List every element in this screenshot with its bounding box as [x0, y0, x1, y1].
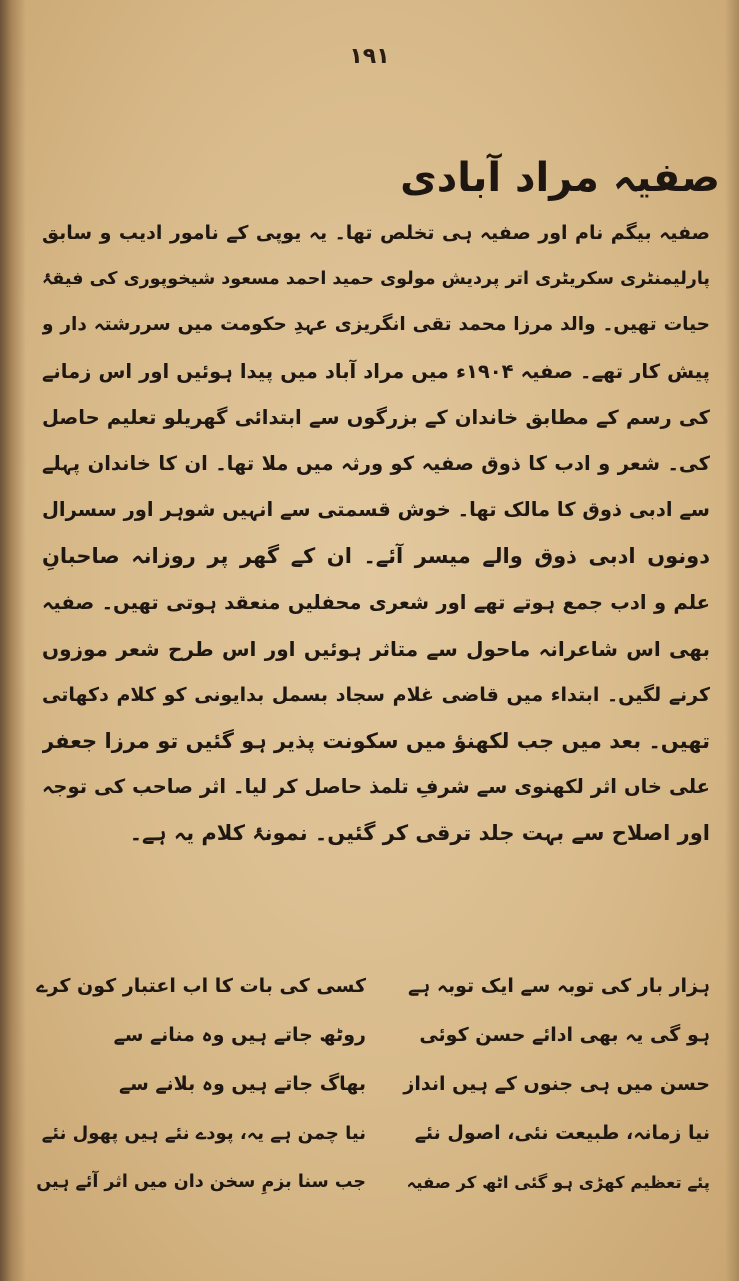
chapter-title: صفیہ مراد آبادی — [400, 155, 720, 201]
verse-line: ہزار بار کی توبہ سے ایک توبہ ہے — [408, 975, 710, 997]
verse-line: نیا چمن ہے یہ، پودے نئے ہیں پھول نئے — [41, 1123, 366, 1144]
paragraph-line: علی خاں اثر لکھنوی سے شرفِ تلمذ حاصل کر لیا۔ اثر صاحب کی توجہ — [42, 775, 710, 799]
paragraph-line: دونوں ادبی ذوق والے میسر آئے۔ ان کے گھر پر روزانہ صاحبانِ — [42, 544, 710, 569]
page-number: ۱۹۱ — [349, 44, 390, 69]
verse-line: پئے تعظیم کھڑی ہو گئی اٹھ کر صفیہ — [406, 1173, 710, 1192]
verse-line: بھاگ جاتے ہیں وہ بلانے سے — [118, 1073, 366, 1095]
paragraph-line: کی رسم کے مطابق خاندان کے بزرگوں سے ابتدائی گھریلو تعلیم حاصل — [42, 405, 710, 429]
paragraph-line: پیش کار تھے۔ صفیہ ۱۹۰۴ء میں مراد آباد میں پیدا ہوئیں اور اس زمانے — [42, 359, 710, 383]
paragraph-line: تھیں۔ بعد میں جب لکھنؤ میں سکونت پذیر ہو گئیں تو مرزا جعفر — [42, 729, 710, 754]
couplets-left-column — [36, 962, 366, 1207]
paragraph-line: سے ادبی ذوق کا مالک تھا۔ خوش قسمتی سے انہیں شوہر اور سسرال — [42, 498, 710, 522]
paragraph-line: اور اصلاح سے بہت جلد ترقی کر گئیں۔ نمونۂ کلام یہ ہے۔ — [129, 821, 710, 846]
paragraph-line: کی۔ شعر و ادب کا ذوق صفیہ کو ورثہ میں ملا تھا۔ ان کا خاندان پہلے — [42, 451, 710, 475]
paragraph-line: کرنے لگیں۔ ابتداء میں قاضی غلام سجاد بسمل بدایونی کو کلام دکھاتی — [42, 683, 710, 706]
verse-line: نیا زمانہ، طبیعت نئی، اصول نئے — [414, 1122, 710, 1144]
verse-line: ہو گی یہ بھی ادائے حسن کوئی — [419, 1024, 710, 1046]
verse-line: کسی کی بات کا اب اعتبار کون کرے — [36, 975, 366, 997]
paragraph-line: حیات تھیں۔ والد مرزا محمد تقی انگریزی عہدِ حکومت میں سررشتہ دار و — [42, 314, 710, 336]
paragraph-line: پارلیمنٹری سکریٹری اتر پردیش مولوی حمید احمد مسعود شیخوپوری کی فیقۂ — [42, 269, 710, 290]
couplets-right-column — [398, 962, 710, 1207]
verse-line: جب سنا بزمِ سخن دان میں اثر آئے ہیں — [36, 1172, 366, 1192]
paragraph-line: بھی اس شاعرانہ ماحول سے متاثر ہوئیں اور اس طرح شعر موزوں — [42, 636, 710, 661]
verse-line: حسن میں ہی جنوں کے ہیں انداز — [403, 1073, 710, 1095]
paragraph-line: علم و ادب جمع ہوتے تھے اور شعری محفلیں منعقد ہوتی تھیں۔ صفیہ — [42, 590, 710, 614]
paragraph-line: صفیہ بیگم نام اور صفیہ ہی تخلص تھا۔ یہ یوپی کے نامور ادیب و سابق — [42, 222, 710, 244]
verse-line: روٹھ جاتے ہیں وہ منانے سے — [113, 1024, 366, 1046]
biography-paragraph — [42, 210, 710, 857]
